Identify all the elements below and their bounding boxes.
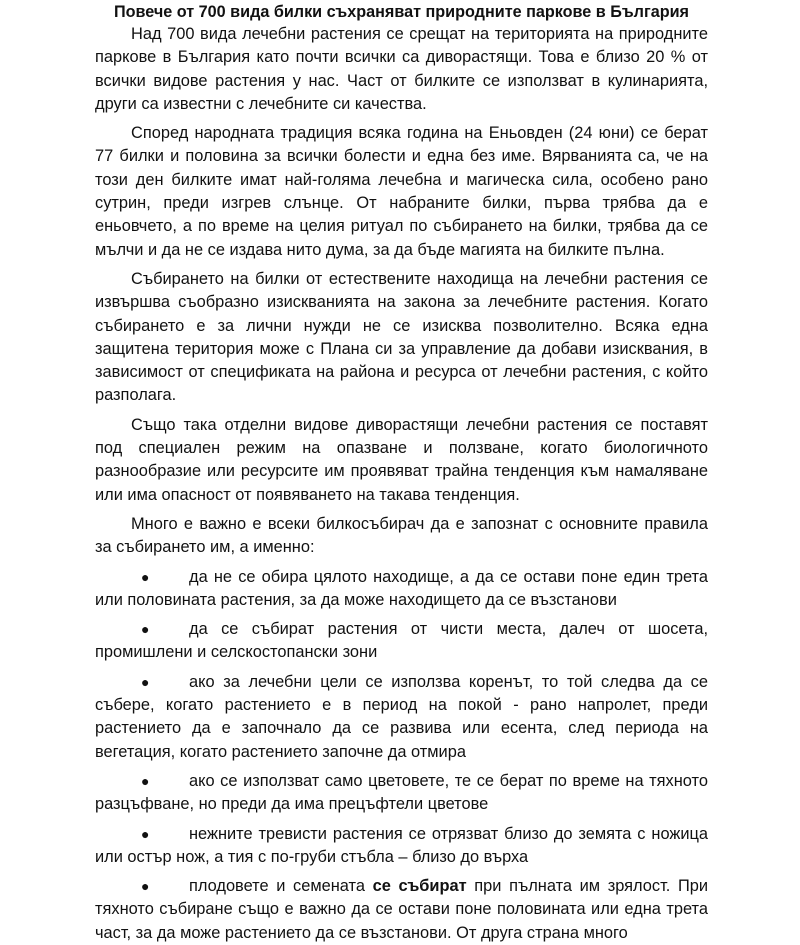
bullet-text-end: при пълната им зрялост. При тяхното събиране също е важно да се остави поне половината или една трета част, за да може растението да се възстанови. От друга страна много — [95, 877, 708, 942]
bullet-text: нежните тревисти растения се отрязват близо до земята с ножица или остър нож, а тия с по-груби стъбла – близо до върха — [95, 824, 708, 866]
document-title: Повече от 700 вида билки съхраняват природните паркове в България — [114, 3, 689, 21]
bullet-icon: ● — [141, 772, 150, 789]
list-item — [95, 566, 708, 613]
paragraph-tradition: Според народната традиция всяка година на Еньовден (24 юни) се берат 77 билки и половина за всички болести и една без име. Вярванията са, че на този ден билките имат най-голяма лечебна и магическа сила, особено рано сутрин, преди изгрев слънце. От набраните билки, първа трябва да е еньовчето, а по време на целия ритуал по събирането на билки, трябва да се мълчи и да не се издава нито дума, за да бъде магията на билките пълна. — [95, 124, 708, 259]
list-item — [95, 618, 708, 665]
paragraph-intro: Над 700 вида лечебни растения се срещат на територията на природните паркове в България като почти всички са диворастящи. Това е близо 20 % от всички видове растения у нас. Част от билките се използват в кулинарията, други са известни с лечебните си качества. — [95, 25, 708, 113]
bullet-text: ако се използват само цветовете, те се берат по време на тяхното разцъфване, но преди да има прецъфтели цветове — [95, 771, 708, 814]
bullet-text-bold: се събират — [372, 877, 467, 896]
bullet-text: да не се обира цялото находище, а да се остави поне един трета или половината растения, за да може находището да се възстанови — [95, 567, 708, 609]
bullet-text: да се събират растения от чисти места, далеч от шосета, промишлени и селскостопански зони — [95, 620, 708, 662]
bullet-icon: ● — [141, 621, 150, 638]
paragraph-collection-law: Събирането на билки от естествените находища на лечебни растения се извършва съобразно изискванията на закона за лечебните растения. Когато събирането е за лични нужди не се изисква позволително. Всяка една защитена територия може с Плана си за управление да добави изисквания, в зависимост от спецификата на района и ресурса от лечебни растения, с който разполага. — [95, 269, 708, 405]
bullet-icon: ● — [141, 568, 150, 585]
paragraph-protection-regime: Също така отделни видове диворастящи лечебни растения се поставят под специален режим на опазване и ползване, когато биологичното разнообразие или ресурсите им проявяват трайна тенденция към намаляване или има опасност от появяването на такава тенденция. — [95, 415, 708, 504]
list-item — [95, 823, 708, 870]
bullet-icon: ● — [141, 673, 150, 690]
paragraph-rules-intro: Много е важно е всеки билкосъбирач да е запознат с основните правила за събирането им, а именно: — [95, 514, 708, 557]
bullet-icon: ● — [141, 878, 150, 895]
list-item — [95, 671, 708, 764]
bullet-icon: ● — [141, 825, 150, 842]
bullet-text: ако за лечебни цели се използва коренът, то той следва да се събере, когато растението е в период на покой - рано напролет, преди растението да е започнало да се развива или есента, след периода на вегетация, когато растението започне да отмира — [95, 672, 708, 761]
bullet-text-start: плодовете и семената — [189, 877, 373, 896]
list-item — [95, 875, 708, 945]
list-item — [95, 770, 708, 817]
